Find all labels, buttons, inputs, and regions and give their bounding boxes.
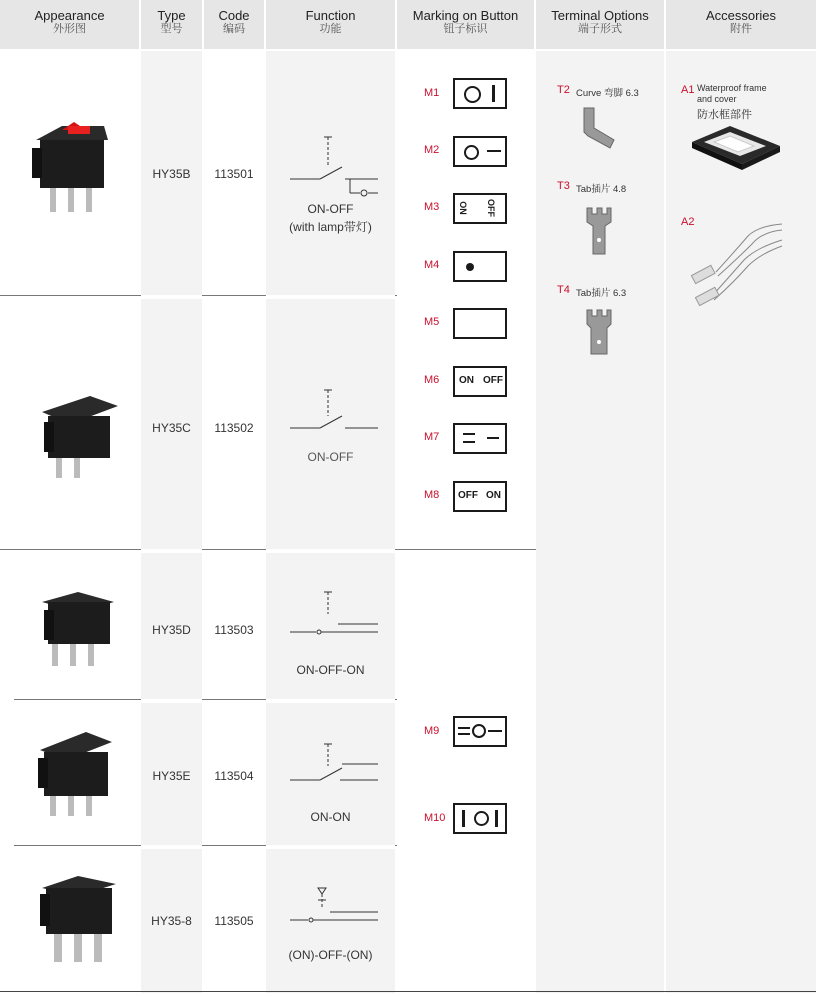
marking-off-text: OFF — [458, 490, 478, 501]
switch-image-hy35d — [40, 582, 116, 668]
cable-harness-image — [688, 220, 784, 310]
code-cell: 113502 — [214, 421, 254, 435]
marking-label-m2: M2 — [424, 144, 440, 156]
dash-icon — [487, 437, 499, 439]
cell-gap — [141, 845, 202, 849]
cell-gap — [141, 699, 202, 703]
header-code: Code 编码 — [204, 0, 264, 49]
dot-icon — [466, 263, 474, 271]
marking-button-m6 — [453, 366, 507, 397]
cell-gap — [266, 549, 395, 553]
bar-icon — [495, 810, 498, 827]
marking-label-m1: M1 — [424, 87, 440, 99]
circle-icon — [464, 145, 479, 160]
terminal-label-t3: T3 — [557, 180, 570, 192]
function-label: ON-OFF-ON — [296, 663, 365, 677]
marking-button-m3 — [453, 193, 507, 224]
marking-button-m1 — [453, 78, 507, 109]
accessory-label-a2: A2 — [681, 216, 695, 228]
switch-image-hy35-8 — [38, 870, 118, 966]
bar-icon — [492, 85, 495, 102]
type-cell: HY35D — [152, 623, 191, 637]
code-cell: 113501 — [214, 167, 254, 181]
marking-button-m9 — [453, 716, 507, 747]
marking-label-m6: M6 — [424, 374, 440, 386]
marking-button-m10 — [453, 803, 507, 834]
marking-button-m4 — [453, 251, 507, 282]
accessory-desc-a1-line2: and cover — [697, 94, 737, 104]
cell-gap — [141, 549, 202, 553]
header-type: Type 型号 — [141, 0, 202, 49]
marking-label-m5: M5 — [424, 316, 440, 328]
type-cell: HY35B — [152, 167, 191, 181]
code-cell: 113505 — [214, 914, 254, 928]
function-label: ON-ON — [310, 810, 351, 824]
type-cell: HY35C — [152, 421, 191, 435]
marking-on-text: ON — [457, 201, 468, 215]
marking-off-text: OFF — [483, 375, 503, 386]
marking-button-m8 — [453, 481, 507, 512]
marking-button-m5 — [453, 308, 507, 339]
marking-label-m4: M4 — [424, 259, 440, 271]
marking-on-text: ON — [486, 490, 501, 501]
type-cell: HY35E — [152, 769, 191, 783]
terminal-desc-t2: Curve 弯脚 6.3 — [576, 88, 639, 99]
terminal-label-t2: T2 — [557, 84, 570, 96]
terminal-tab-48-image — [585, 208, 615, 256]
dash-icon — [487, 150, 501, 152]
function-label: ON-OFF — [307, 202, 354, 216]
marking-label-m8: M8 — [424, 489, 440, 501]
circuit-diagram-momentary — [290, 886, 380, 931]
double-line-icon — [458, 727, 470, 729]
double-line-icon — [463, 433, 475, 435]
double-line-icon — [463, 441, 475, 443]
marking-button-m2 — [453, 136, 507, 167]
header-terminal: Terminal Options 端子形式 — [536, 0, 664, 49]
accessories-column-bg — [666, 51, 816, 993]
switch-image-hy35e — [36, 726, 116, 816]
header-appearance: Appearance 外形图 — [0, 0, 139, 49]
marking-label-m3: M3 — [424, 201, 440, 213]
function-sublabel: (with lamp带灯) — [289, 220, 372, 234]
circle-icon — [464, 86, 481, 103]
marking-button-m7 — [453, 423, 507, 454]
header-marking: Marking on Button 钮子标识 — [397, 0, 534, 49]
table-bottom-line — [0, 991, 816, 992]
header-accessories: Accessories 附件 — [666, 0, 816, 49]
terminal-curve-image — [580, 106, 620, 154]
circle-icon — [472, 724, 486, 738]
type-column-bg — [141, 51, 202, 993]
type-cell: HY35-8 — [151, 914, 192, 928]
switch-image-hy35c — [40, 390, 120, 480]
marking-label-m7: M7 — [424, 431, 440, 443]
marking-label-m10: M10 — [424, 812, 446, 824]
accessory-desc-a1-zh: 防水框部件 — [697, 109, 752, 121]
marking-off-text: OFF — [486, 199, 496, 217]
cell-gap — [266, 699, 395, 703]
double-line-icon — [458, 733, 470, 735]
waterproof-frame-image — [690, 122, 782, 174]
header-function: Function 功能 — [266, 0, 395, 49]
marking-on-text: ON — [459, 375, 474, 386]
cell-gap — [141, 295, 202, 299]
dash-icon — [488, 730, 502, 732]
accessory-desc-a1-line1: Waterproof frame — [697, 83, 767, 93]
switch-image-hy35b — [32, 118, 112, 218]
terminal-label-t4: T4 — [557, 284, 570, 296]
circuit-diagram-on-off — [290, 390, 380, 435]
cell-gap — [266, 295, 395, 299]
code-cell: 113503 — [214, 623, 254, 637]
code-cell: 113504 — [214, 769, 254, 783]
terminal-desc-t4: Tab插片 6.3 — [576, 288, 627, 299]
circuit-diagram-on-on — [290, 744, 380, 789]
accessory-label-a1: A1 — [681, 84, 695, 96]
terminal-desc-t3: Tab插片 4.8 — [576, 184, 627, 195]
bar-icon — [462, 810, 465, 827]
cell-gap — [266, 845, 395, 849]
function-label: (ON)-OFF-(ON) — [288, 948, 373, 962]
circle-icon — [474, 811, 489, 826]
circuit-diagram-on-off-on — [290, 592, 380, 642]
marking-label-m9: M9 — [424, 725, 440, 737]
function-label: ON-OFF — [307, 450, 354, 464]
circuit-diagram-on-off-lamp — [290, 137, 380, 202]
terminal-tab-63-image — [585, 310, 615, 358]
